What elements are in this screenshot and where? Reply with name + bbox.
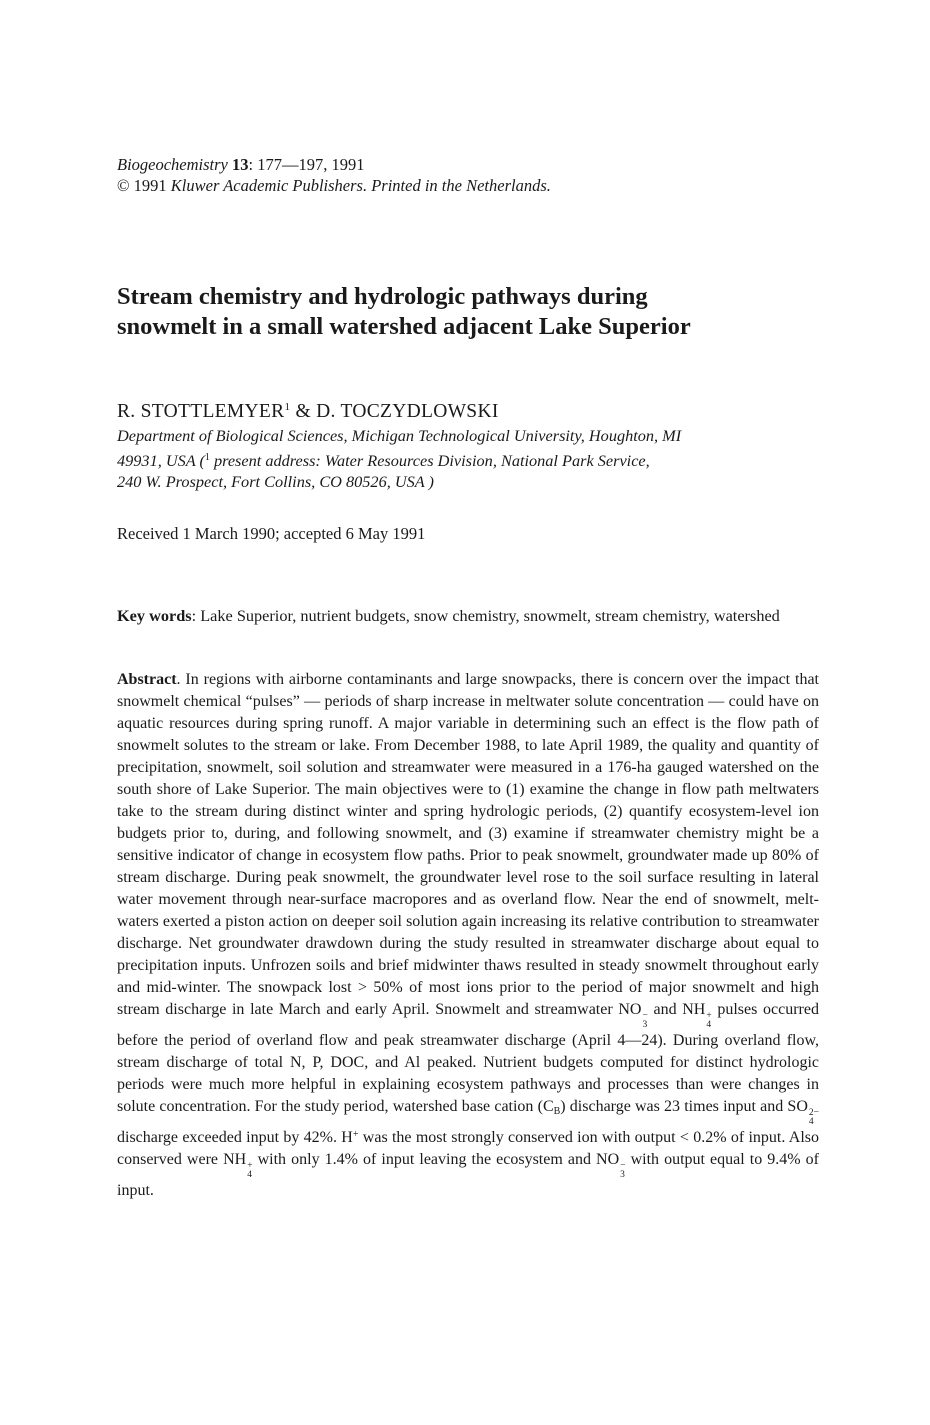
- affiliation: [117, 425, 819, 493]
- base-cation-subscript: B: [553, 1106, 561, 1117]
- affiliation-footnote-mark: 1: [204, 451, 210, 463]
- sulfate-base: SO: [787, 1098, 808, 1115]
- keywords: [117, 605, 819, 627]
- ammonium-sub: 4: [706, 1020, 712, 1030]
- nitrate-formula: [618, 1001, 648, 1030]
- abstract-text-4: ) discharge was 23 times input and: [560, 1098, 788, 1115]
- nitrate-2-sub: 3: [620, 1170, 625, 1180]
- abstract-label: Abstract: [117, 671, 177, 688]
- journal-name: Biogeochemistry: [117, 155, 228, 174]
- affiliation-line-1: Department of Biological Sciences, Michigan Technological University, Houghton, MI: [117, 426, 682, 445]
- copyright-symbol: ©: [117, 176, 130, 195]
- sulfate-sup: 2−: [808, 1108, 819, 1118]
- author-1-footnote-mark: 1: [284, 401, 291, 413]
- citation-line: [117, 154, 551, 175]
- sulfate-charge: [809, 1109, 819, 1127]
- author-2: D. TOCZYDLOWSKI: [316, 401, 499, 422]
- journal-volume: 13: [232, 155, 249, 174]
- affiliation-line-3: 240 W. Prospect, Fort Collins, CO 80526, USA ): [117, 472, 434, 491]
- keywords-text: : Lake Superior, nutrient budgets, snow chemistry, snowmelt, stream chemistry, watershed: [191, 606, 780, 625]
- nitrate-2-sup: −: [620, 1161, 626, 1171]
- abstract-text-2: and: [647, 1001, 683, 1018]
- nitrate-sup: −: [642, 1011, 648, 1021]
- abstract-text-6: was the most strongly conserved ion with output < 0.2% of input. Also conserved were: [117, 1129, 820, 1168]
- received-dates: Received 1 March 1990; accepted 6 May 1991: [117, 524, 426, 543]
- ammonium-2-sub: 4: [247, 1170, 252, 1180]
- affiliation-line-2-start: 49931, USA (: [117, 450, 205, 470]
- sulfate-formula: [787, 1098, 819, 1127]
- author-1: R. STOTTLEMYER: [117, 401, 285, 422]
- author-separator: &: [295, 401, 311, 422]
- paper-title: [117, 282, 819, 342]
- abstract-text-8: with output equal to 9.4% of input.: [117, 1151, 819, 1199]
- nitrate-base: NO: [618, 1001, 642, 1018]
- ammonium-2-base: NH: [223, 1151, 247, 1168]
- nitrate-formula-2: [596, 1151, 626, 1180]
- abstract-text-3: pulses occurred before the period of overland flow and peak streamwater discharge (April 4—24). During overland flow, stream discharge of total N, P, DOC, and Al peaked. Nutrient budgets computed for distinct hydrologic periods were much more helpful in explaining ecosystem pathways and processes than were changes in solute concentration. For the study period, watershed base cation (C: [117, 1001, 819, 1115]
- ammonium-formula: [682, 1001, 712, 1030]
- nitrate-sub: 3: [642, 1020, 648, 1030]
- journal-pages: : 177—197, 1991: [248, 155, 365, 174]
- ammonium-formula-2: [223, 1151, 253, 1180]
- ammonium-sup: +: [706, 1011, 712, 1021]
- title-line-1: Stream chemistry and hydrologic pathways during: [117, 283, 648, 310]
- author-list: [117, 395, 499, 424]
- ammonium-base: NH: [682, 1001, 706, 1018]
- title-line-2: snowmelt in a small watershed adjacent Lake Superior: [117, 313, 691, 340]
- hydrogen-charge: +: [352, 1129, 359, 1140]
- abstract-text-7: with only 1.4% of input leaving the ecosystem and: [252, 1151, 597, 1168]
- nitrate-2-base: NO: [596, 1151, 620, 1168]
- journal-citation: [117, 154, 551, 196]
- present-address: present address: Water Resources Division, National Park Service,: [209, 450, 650, 470]
- copyright-year: 1991: [133, 176, 167, 195]
- abstract-text-1: . In regions with airborne contaminants and large snowpacks, there is concern over the impact that snowmelt chemical “pulses” — periods of sharp increase in meltwater solute concentration — could have on aquatic resources during spring runoff. A major variable in determining such an effect is the flow path of snowmelt solutes to the stream or lake. From December 1988, to late April 1989, the quality and quantity of precipitation, snowmelt, soil solution and streamwater were measured in a 176-ha gauged watershed on the south shore of Lake Superior. The main objectives were to (1) examine the change in flow path meltwaters take to the stream during distinct winter and spring hydrologic periods, (2) quantify ecosystem-level ion budgets prior to, during, and following snowmelt, and (3) examine if streamwater chemistry might be a sensitive indicator of change in ecosystem flow paths. Prior to peak snowmelt, groundwater made up 80% of stream discharge. During peak snowmelt, the groundwater level rose to the soil surface resulting in lateral water movement through near-surface macropores and as overland flow. Near the end of snowmelt, meltwaters exerted a piston action on deeper soil solution again increasing its relative contribution to streamwater discharge. Net groundwater drawdown during the study resulted in streamwater discharge about equal to precipitation inputs. Unfrozen soils and brief midwinter thaws resulted in steady snowmelt throughout early and mid-winter. The snowpack lost > 50% of most ions prior to the period of major snowmelt and high stream discharge in late March and early April. Snowmelt and streamwater: [117, 671, 819, 1018]
- keywords-label: Key words: [117, 606, 192, 625]
- affiliation-line-2: [117, 447, 819, 472]
- abstract-text-5: discharge exceeded input by 42%. H: [117, 1129, 353, 1146]
- abstract: [117, 669, 819, 1202]
- sulfate-sub: 4: [808, 1117, 814, 1127]
- copyright-line: [117, 175, 551, 196]
- publisher: Kluwer Academic Publishers. Printed in the Netherlands.: [170, 176, 551, 195]
- ammonium-2-sup: +: [247, 1161, 253, 1171]
